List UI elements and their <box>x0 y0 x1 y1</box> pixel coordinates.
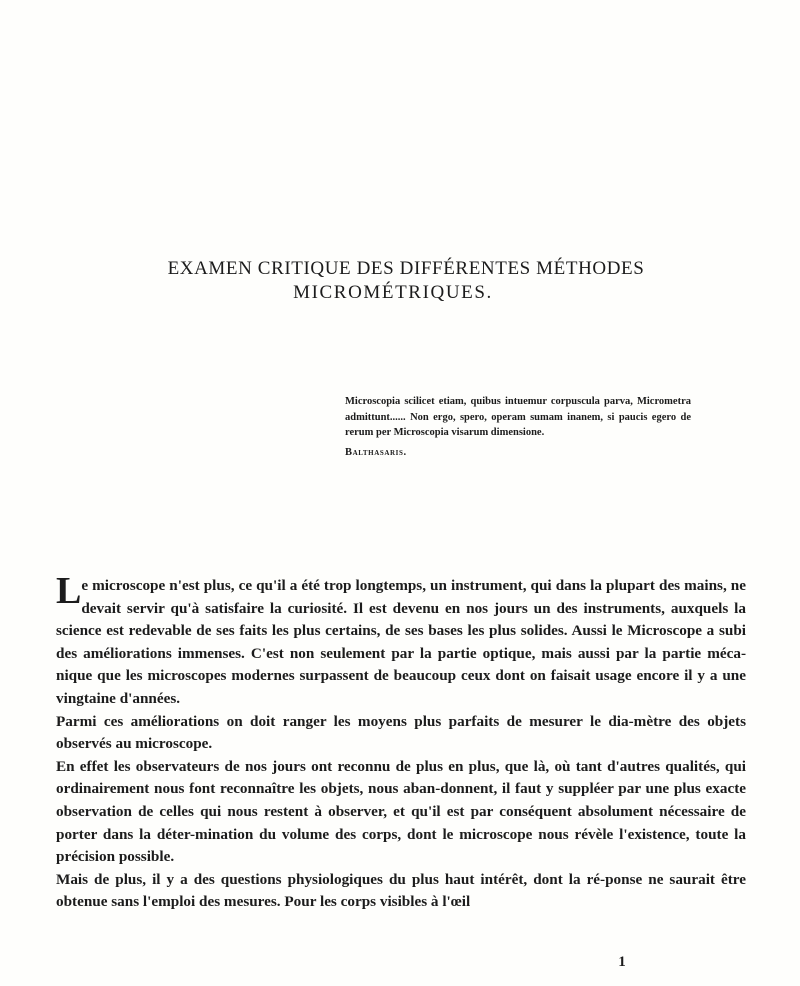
paragraph-1-text: e microscope n'est plus, ce qu'il a été trop longtemps, un instrument, qui dans la plupart des mains, ne devait servir qu'à satisfaire la curiosité. Il est devenu en nos jours un des instruments, auxquels la science est redevable de ses faits les plus certains, de ses bases les plus solides. Aussi le Microscope a subi des améliorations immenses. C'est non seulement par la partie optique, mais aussi par la partie méca-nique que les microscopes modernes surpassent de beaucoup ceux dont on faisait usage encore il y a une vingtaine d'années. <box>56 577 746 707</box>
epigraph <box>345 394 691 460</box>
drop-cap: L <box>56 570 82 612</box>
paragraph-1 <box>56 570 746 711</box>
title-block <box>60 257 740 305</box>
epigraph-attribution: Balthasaris. <box>345 446 407 458</box>
paragraph-3: En effet les observateurs de nos jours ont reconnu de plus en plus, que là, où tant d'autres qualités, qui ordinairement nous font reconnaître les objets, nous aban-donnent, il faut y suppléer par une plus exacte observation de celles qui nous restent à observer, et qu'il est par conséquent absolument nécessaire de porter dans la déter-mination du volume des corps, dont le microscope nous révèle l'existence, toute la précision possible. <box>56 757 746 866</box>
title-line-2: MICROMÉTRIQUES. <box>293 282 493 303</box>
epigraph-text: Microscopia scilicet etiam, quibus intuemur corpuscula parva, Micrometra admittunt...... Non ergo, spero, operam sumam inanem, si paucis egero de rerum per Microscopia visarum dimensione. <box>345 396 691 438</box>
paragraph-2: Parmi ces améliorations on doit ranger les moyens plus parfaits de mesurer le dia-mètre des objets observés au microscope. <box>56 712 746 753</box>
page-number: 1 <box>618 954 626 970</box>
paragraph-4: Mais de plus, il y a des questions physiologiques du plus haut intérêt, dont la ré-ponse ne saurait être obtenue sans l'emploi des mesures. Pour les corps visibles à l'œil <box>56 870 746 911</box>
title-line-1: EXAMEN CRITIQUE DES DIFFÉRENTES MÉTHODES <box>167 258 645 279</box>
body-text <box>56 570 746 914</box>
